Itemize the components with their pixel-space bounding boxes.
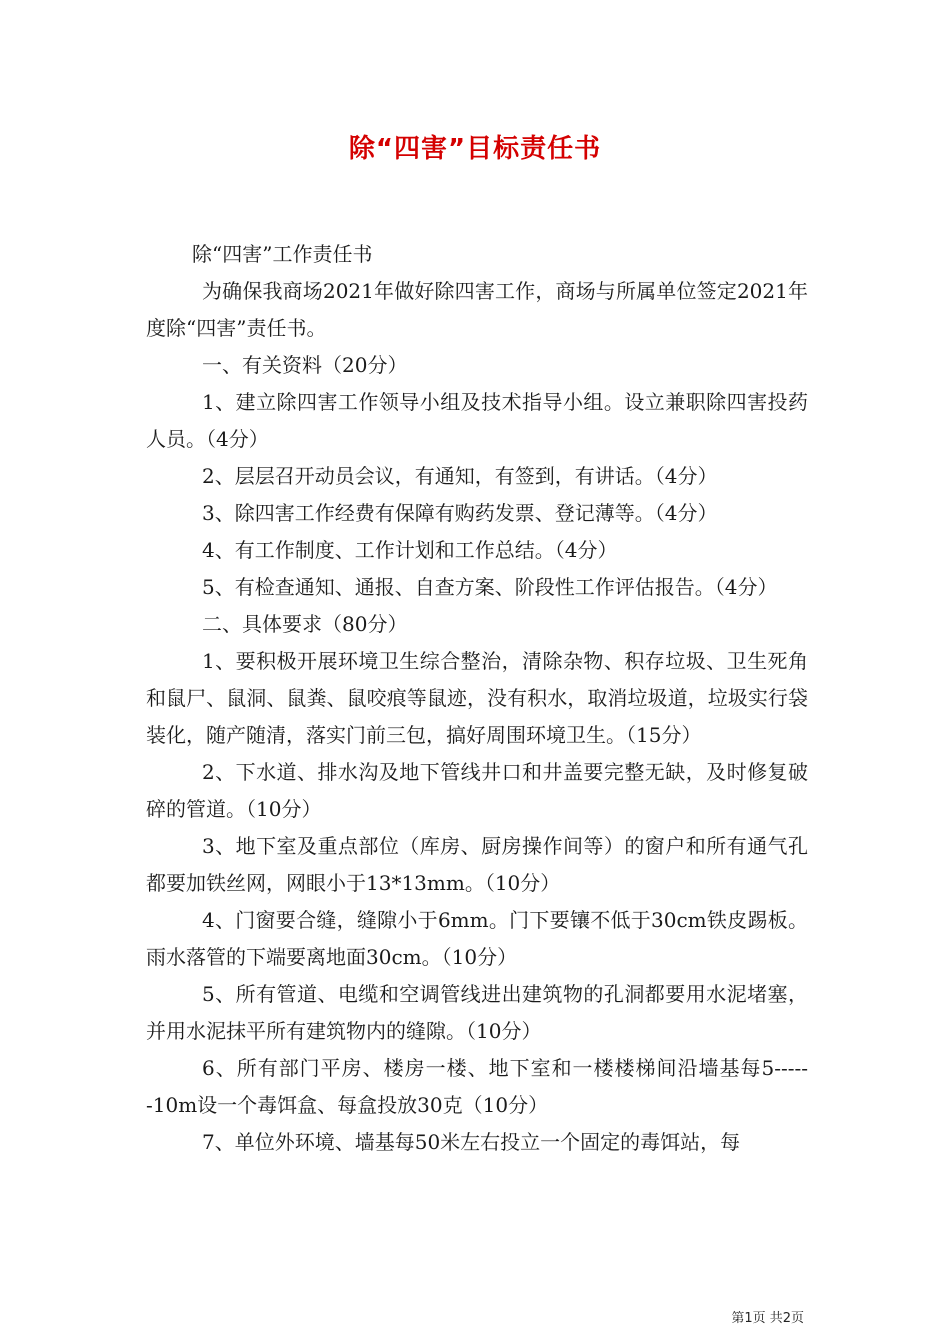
- document-title: 除“四害”目标责任书: [348, 134, 602, 164]
- list-item: 5、有检查通知、通报、自查方案、阶段性工作评估报告。（4分）: [202, 575, 778, 599]
- intro-paragraph: 为确保我商场2021年做好除四害工作，商场与所属单位签定2021年度除“四害”责任书。: [146, 279, 808, 340]
- list-item: 3、除四害工作经费有保障有购药发票、登记薄等。（4分）: [202, 501, 718, 525]
- list-item: 3、地下室及重点部位（库房、厨房操作间等）的窗户和所有通气孔都要加铁丝网，网眼小于13*13mm。（10分）: [146, 834, 808, 895]
- list-item: 1、建立除四害工作领导小组及技术指导小组。设立兼职除四害投药人员。（4分）: [146, 390, 808, 451]
- list-item: 2、下水道、排水沟及地下管线井口和井盖要完整无缺，及时修复破碎的管道。（10分）: [146, 760, 808, 821]
- subtitle-paragraph: 除“四害”工作责任书: [192, 242, 373, 266]
- section-heading: 二、具体要求（80分）: [202, 612, 408, 636]
- section-heading: 一、有关资料（20分）: [202, 353, 408, 377]
- list-item: 1、要积极开展环境卫生综合整治，清除杂物、积存垃圾、卫生死角和鼠尸、鼠洞、鼠粪、鼠咬痕等鼠迹，没有积水，取消垃圾道，垃圾实行袋装化，随产随清，落实门前三包，搞好周围环境卫生。（15分）: [146, 649, 808, 747]
- document-body: [146, 236, 808, 1161]
- list-item: 6、所有部门平房、楼房一楼、地下室和一楼楼梯间沿墙基每5------10m设一个毒饵盒、每盒投放30克（10分）: [146, 1056, 808, 1117]
- page-number: 第1页 共2页: [731, 1311, 804, 1326]
- list-item: 4、有工作制度、工作计划和工作总结。（4分）: [202, 538, 618, 562]
- list-item: 7、单位外环境、墙基每50米左右投立一个固定的毒饵站，每: [202, 1130, 741, 1154]
- list-item: 4、门窗要合缝，缝隙小于6mm。门下要镶不低于30cm铁皮踢板。雨水落管的下端要离地面30cm。（10分）: [146, 908, 808, 969]
- list-item: 2、层层召开动员会议，有通知，有签到，有讲话。（4分）: [202, 464, 718, 488]
- list-item: 5、所有管道、电缆和空调管线进出建筑物的孔洞都要用水泥堵塞，并用水泥抹平所有建筑物内的缝隙。（10分）: [146, 982, 808, 1043]
